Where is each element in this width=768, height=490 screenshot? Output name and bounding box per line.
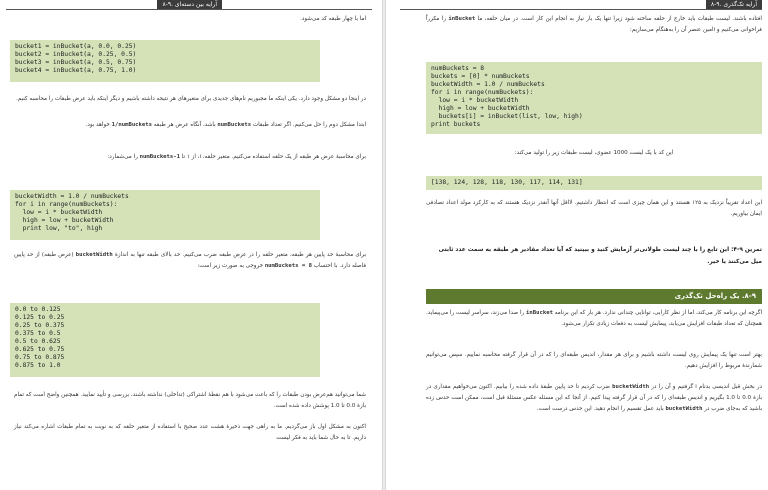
left-intro-text: اما با چهار طبقه کد می‌شود. — [300, 16, 366, 22]
code-block-bucket-counts: [138, 124, 128, 118, 130, 117, 114, 131] — [426, 176, 762, 190]
code-block-buckets: bucket1 = inBucket(a, 0.0, 0.25) bucket2 = inBucket(a, 0.25, 0.5) bucket3 = inBucket(a, 0.5, 0.75) bucket4 = inBucket(a, 0.75, 1.0) — [10, 40, 320, 82]
code-block-output-ranges: 0.0 to 0.125 0.125 to 0.25 0.25 to 0.375 0.375 to 0.5 0.5 to 0.625 0.625 to 0.75 0.75 to 0.875 0.875 to 1.0 — [10, 303, 320, 377]
code-block-buckets-loop: numBuckets = 8 buckets = [0] * numBuckets bucketWidth = 1.0 / numBuckets for i in range(numBuckets): low = i * bucketWidth high = low + bucketWidth buckets[i] = inBucket(list, low, high) print buckets — [426, 62, 762, 134]
left-page — [0, 0, 382, 490]
left-paragraph-4: برای محاسبهٔ حد پایین هر طبقه، متغیر حلقه را در عرض طبقه ضرب می‌کنیم. حد بالای طبقه تنها به اندازهٔ bucketWidth (عرض طبقه) از حد پایین فاصله دارد. با احتساب numBuckets = 8 خروجی به صورت زیر است: — [14, 252, 366, 269]
right-paragraph-2: این کد با یک لیست 1000 عضوی، لیست طبقات زیر را تولید می‌کند: — [514, 150, 674, 156]
right-paragraph-5: بهتر است تنها یک پیمایش روی لیست داشته باشیم و برای هر مقدار، اندیس طبقه‌ای را که در آن قرار گرفته محاسبه نماییم. سپس می‌توانیم شمارندهٔ مربوط را افزایش دهیم. — [426, 352, 762, 369]
left-page-header: ۸-۹. آرایه بین دسته‌ای — [157, 0, 222, 9]
right-paragraph-4: اگرچه این برنامه کار می‌کند، اما از نظر کارایی، توانایی چندانی ندارد. هر بار که این برنامه inBucket را صدا می‌زند، سراسر لیست را می‌پیماید. همچنان که تعداد طبقات افزایش می‌یابد، پیمایش لیست به دفعات زیادی تکرار می‌شود. — [426, 310, 762, 327]
section-heading: ۸-۹. یک راه‌حل تک‌گذری — [426, 289, 762, 304]
left-paragraph-5: شما می‌توانید هم‌عرض بودن طبقات را که باعث می‌شود با هم نقطهٔ اشتراکی (تداخلی) نداشته باشند، بررسی و تأیید نمایید. همچنین واضح است که تمام بازهٔ 0.0 تا 1.0 پوشش داده شده است. — [14, 392, 366, 409]
right-paragraph-1: افتاده باشند. لیست طبقات باید خارج از حلقه ساخته شود زیرا تنها یک بار نیاز به انجام این کار است. در میان حلقه، ما inBucket را مکرراً فراخوانی می‌کنیم و i‌امین عنصر آن را به‌هنگام می‌سازیم: — [426, 16, 762, 33]
right-paragraph-6: در بخش قبل اندیسی بدنام i گرفتیم و آن را در bucketWidth ضرب کردیم تا حد پایین طبقهٔ داده شده را بیابیم. اکنون می‌خواهیم مقداری در بازهٔ 0.0 تا 1.0 بگیریم و اندیس طبقه‌ای را که در آن قرار گرفته پیدا کنیم. از آنجا که این مسئله عکس مسئلهٔ قبل است، ممکن است حدس زده باشید که به‌جای ضرب در bucketWidth باید عمل تقسیم را انجام دهید. این حدس درست است. — [426, 384, 763, 412]
left-paragraph-6: اکنون به مشکل اول باز می‌گردیم. ما به راهی جهت ذخیرهٔ هشت عدد صحیح با استفاده از متغیر حلقه که به نوبت به تمام طبقات اشاره می‌کند نیاز داریم. تا به حال شما باید به فکر لیست — [14, 424, 366, 441]
exercise-text: تمرین ۹-۴: این تابع را با چند لیست طولانی‌تر آزمایش کنید و ببینید که آیا تعداد مقادیر هر طبقه به سمت عدد ثابتی میل می‌کنند یا خیر. — [438, 247, 762, 265]
code-block-bucket-width: bucketWidth = 1.0 / numBuckets for i in range(numBuckets): low = i * bucketWidth high = low + bucketWidth print low, "to", high — [10, 190, 320, 240]
right-page-header: ۸-۹. آرایه تک‌گذری — [706, 0, 762, 9]
left-paragraph-1: در اینجا دو مشکل وجود دارد. یکی اینکه ما مجبوریم نام‌های جدیدی برای متغیرهای هر نتیجه داشته باشیم و دیگر اینکه باید عرض طبقات را محاسبه کنیم. — [16, 96, 366, 102]
right-paragraph-3: این اعداد تقریباً نزدیک به ۱۲۵ هستند و این همان چیزی است که انتظار داشتیم. لااقل آنها آنقدر نزدیک هستند که به کارکرد مولد اعداد تصادفی ایمان بیاوریم. — [426, 200, 763, 217]
left-paragraph-3: برای محاسبهٔ عرض هر طبقه از یک حلقه استفاده می‌کنیم. متغیر حلقه، i، از ۱ تا numBuckets-1 را می‌شمارد: — [107, 154, 366, 160]
right-page — [386, 0, 768, 490]
left-paragraph-2: ابتدا مشکل دوم را حل می‌کنیم. اگر تعداد طبقات numBuckets باشد، آنگاه عرض هر طبقه 1/numBuckets خواهد بود. — [85, 122, 366, 128]
